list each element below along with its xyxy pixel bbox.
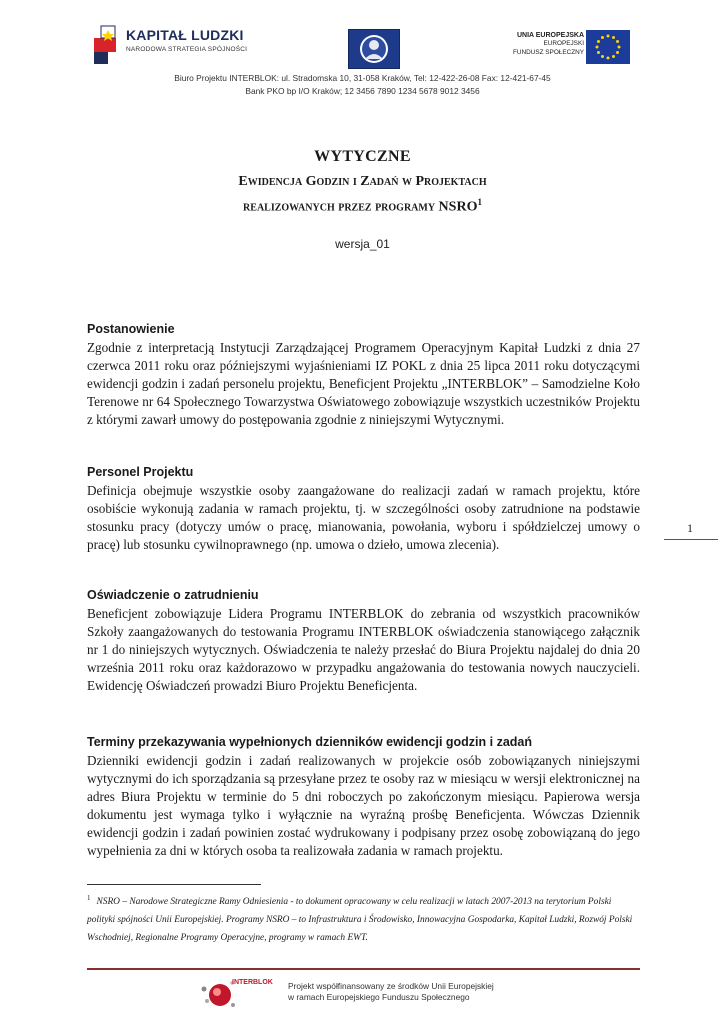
- section-heading: Postanowienie: [87, 322, 175, 336]
- document-version: wersja_01: [335, 237, 390, 251]
- section-terminy: [87, 734, 640, 861]
- interblok-logo-label: INTERBLOK: [232, 979, 273, 986]
- footnote-marker: 1: [87, 894, 91, 902]
- footnote: [87, 889, 640, 947]
- eu-star-icon: [607, 57, 610, 60]
- eu-star-icon: [601, 36, 604, 39]
- section-oswiadczenie: [87, 587, 640, 695]
- cofinance-line1: Projekt współfinansowany ze środków Unii Europejskiej: [288, 981, 494, 991]
- footer-separator: [87, 968, 640, 970]
- eu-efs-logo: [500, 29, 632, 67]
- eu-logo-line3: FUNDUSZ SPOŁECZNY: [512, 49, 584, 56]
- kapital-ludzki-title: KAPITAŁ LUDZKI: [126, 27, 244, 43]
- footnote-reference[interactable]: 1: [477, 197, 482, 207]
- eu-logo-line1: UNIA EUROPEJSKA: [516, 32, 584, 39]
- eu-star-icon: [612, 55, 615, 58]
- eu-star-icon: [607, 35, 610, 38]
- eu-logo-line2: EUROPEJSKI: [543, 40, 584, 47]
- kapital-ludzki-logo: [92, 22, 248, 68]
- page-number-rule: [664, 539, 718, 540]
- eu-star-icon: [612, 36, 615, 39]
- cofinancing-statement: [288, 981, 548, 1003]
- interblok-logo: [198, 975, 282, 1015]
- section-personel-projektu: [87, 464, 640, 554]
- kapital-ludzki-subtitle: NARODOWA STRATEGIA SPÓJNOŚCI: [126, 46, 248, 53]
- document-subtitle-line2: [0, 197, 725, 216]
- project-office-address: [0, 72, 725, 98]
- section-body: Zgodnie z interpretacją Instytucji Zarządzającej Programem Operacyjnym Kapitał Ludzki z dnia 27 czerwca 2011 roku oraz późniejszymi wyjaśnieniami IZ POKL z dnia 25 lipca 2011 roku dotyczącymi ewidencji godzin i zadań personelu projektu, Beneficjent Projektu „INTERBLOK” – Samodzielne Koło Terenowe nr 64 Społecznego Towarzystwa Oświatowego zobowiązuje wszystkich uczestników Projektu z którymi zawarł umowy do postępowania zgodnie z niniejszymi Wytycznymi.: [87, 340, 640, 428]
- eu-star-icon: [601, 55, 604, 58]
- eu-logo-text: [500, 32, 584, 57]
- bank-account-line: Bank PKO bp I/O Kraków; 12 3456 7890 1234 5678 9012 3456: [245, 86, 480, 96]
- school-emblem-logo: [348, 29, 400, 69]
- section-postanowienie: [87, 321, 640, 429]
- cofinance-line2: w ramach Europejskiego Funduszu Społecznego: [288, 992, 470, 1002]
- subtitle-line2-text: realizowanych przez programy NSRO: [243, 199, 478, 215]
- section-body: Definicja obejmuje wszystkie osoby zaangażowane do realizacji zadań w ramach projektu, które osobiście wykonują zadania w ramach projektu, tj. w szczególności osoby zatrudnione na podstawie stosunku pracy (dotyczy umów o pracę, mianowania, powołania, wyboru i spółdzielczej umowy o pracę) lub stosunku cywilnoprawnego (np. umowa o dzieło, umowa zlecenia).: [87, 483, 640, 553]
- document-subtitle-line1: Ewidencja Godzin i Zadań w Projektach: [238, 174, 487, 189]
- page-number: 1: [687, 521, 693, 535]
- footnote-separator: [87, 884, 261, 885]
- address-line: Biuro Projektu INTERBLOK: ul. Stradomska 10, 31-058 Kraków, Tel: 12-422-26-08 Fax: 12-421-67-45: [174, 73, 551, 83]
- eu-flag-icon: [586, 30, 630, 64]
- eu-star-icon: [597, 51, 600, 54]
- document-title: WYTYCZNE: [314, 148, 411, 165]
- section-heading: Oświadczenie o zatrudnieniu: [87, 588, 259, 602]
- portrait-emblem-icon: [349, 30, 399, 68]
- eu-star-icon: [597, 40, 600, 43]
- section-heading: Terminy przekazywania wypełnionych dzienników ewidencji godzin i zadań: [87, 735, 533, 749]
- section-body: Beneficjent zobowiązuje Lidera Programu INTERBLOK do zebrania od wszystkich pracowników Szkoły zaangażowanych do testowania Programu INTERBLOK oświadczenia stanowiącego załącznik nr 1 do niniejszych wytycznych. Oświadczenia te należy przesłać do Biura Projektu najdalej do dnia 20 września 2011 roku oraz każdorazowo w przypadku angażowania do testowania nowych nauczycieli. Ewidencję Oświadczeń prowadzi Biuro Projektu Beneficjenta.: [87, 606, 640, 694]
- eu-star-icon: [618, 46, 621, 49]
- kapital-ludzki-emblem-icon: [92, 22, 122, 68]
- footnote-text: NSRO – Narodowe Strategiczne Ramy Odniesienia - to dokument opracowany w celu realizacji w latach 2007-2013 na terytorium Polski polityki spójności Unii Europejskiej. Programy NSRO – to Infrastruktura i Środowisko, Innowacyjna Gospodarka, Kapitał Ludzki, Rozwój Polski Wschodniej, Regionalne Programy Operacyjne, programy w ramach EWT.: [87, 897, 633, 944]
- eu-star-icon: [596, 46, 599, 49]
- section-heading: Personel Projektu: [87, 465, 194, 479]
- section-body: Dzienniki ewidencji godzin i zadań realizowanych w projekcie osób zobowiązanych niniejszymi wytycznymi do ich sporządzania są przesyłane przez te osoby raz w miesiącu w wersji elektronicznej na adres Biura Projektu w terminie do 5 dni roboczych po zakończonym miesiącu. Papierowa wersja dokumentu jest wymaga tylko i wyłącznie na wyraźną prośbę Beneficjenta. Wówczas Dziennik ewidencji godzin i zadań powinien zostać wydrukowany i podpisany przez osobę zobowiązaną do jego wypełnienia za dni w których osoba ta realizowała zadania w ramach projektu.: [87, 753, 640, 859]
- eu-star-icon: [616, 40, 619, 43]
- eu-star-icon: [616, 51, 619, 54]
